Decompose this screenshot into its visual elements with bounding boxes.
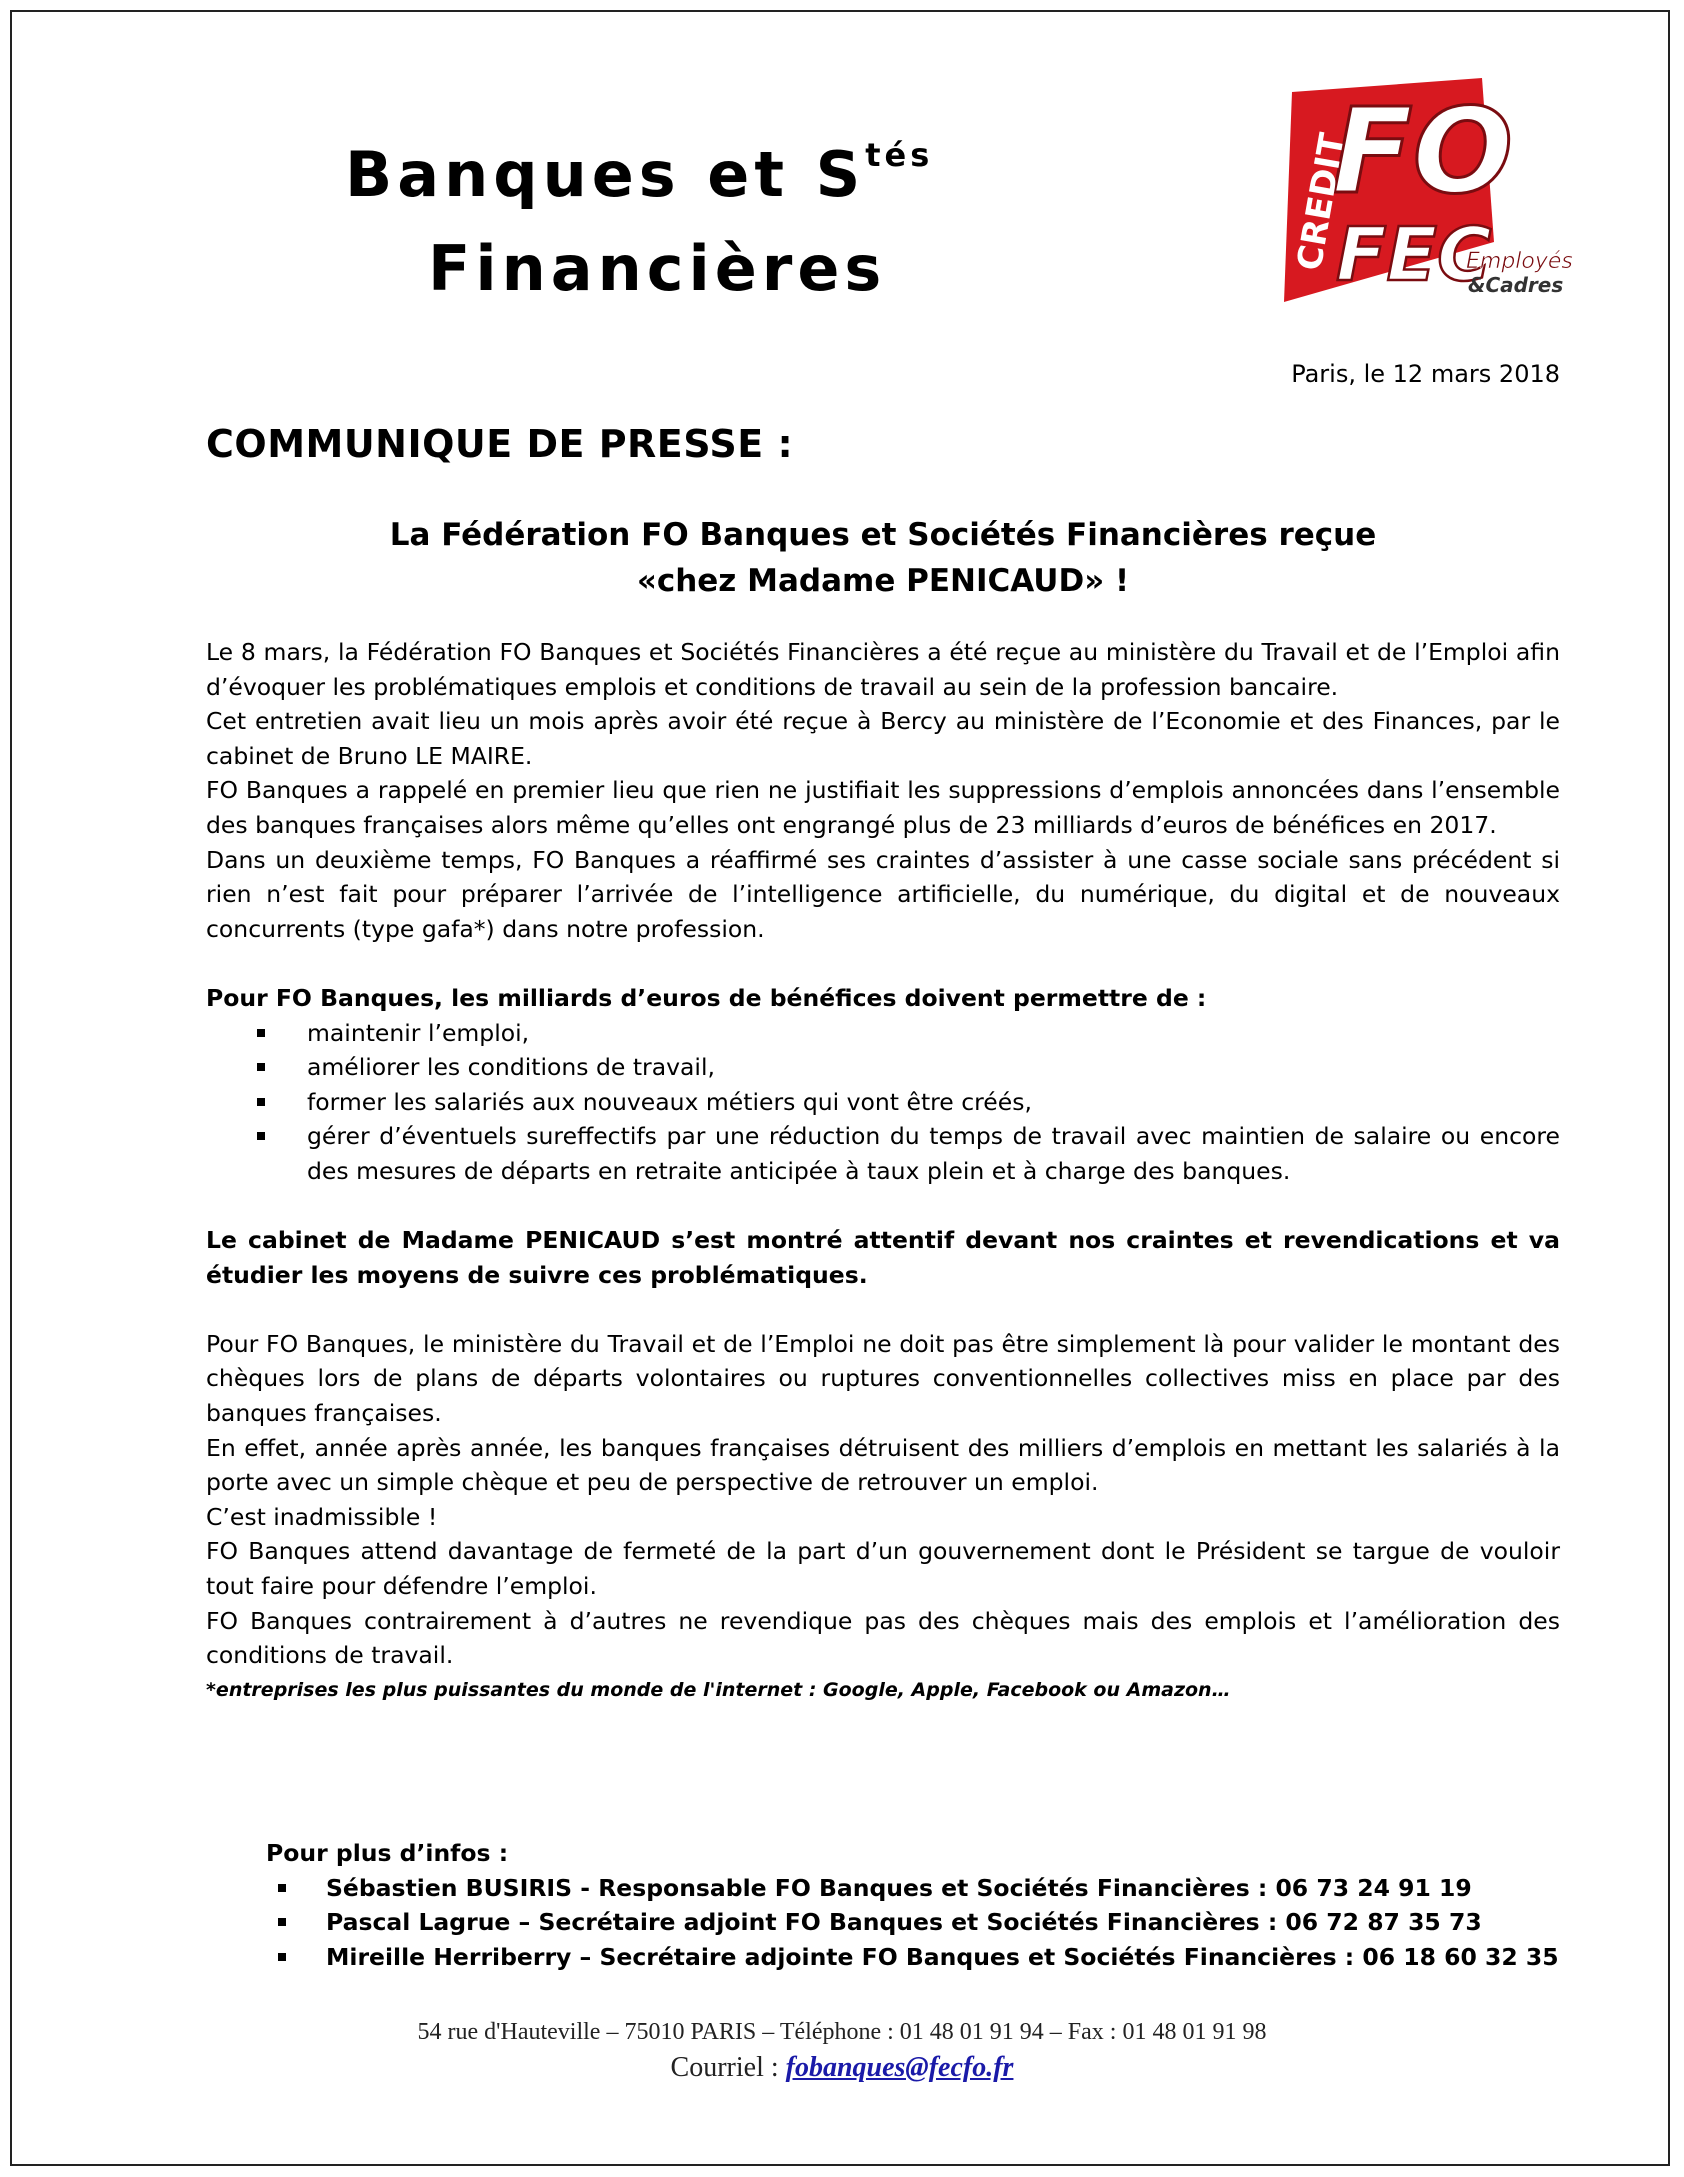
list-item: gérer d’éventuels sureffectifs par une réduction du temps de travail avec maintien de salaire ou encore des mesures de départs en retraite anticipée à taux plein et à charge des banques. bbox=[206, 1119, 1560, 1188]
list-item: améliorer les conditions de travail, bbox=[206, 1050, 1560, 1085]
title-superscript: tés bbox=[865, 136, 934, 174]
bullet-icon bbox=[257, 1029, 265, 1037]
headline-line2: «chez Madame PENICAUD» ! bbox=[636, 563, 1130, 599]
paragraph: En effet, année après année, les banques françaises détruisent des milliers d’emplois en mettant les salariés à la porte avec un simple chèque et peu de perspective de retrouver un emploi. bbox=[206, 1433, 1560, 1497]
logo-employes-text: Employés bbox=[1466, 249, 1573, 274]
fo-fec-logo bbox=[1262, 72, 1592, 312]
bullet-icon bbox=[278, 1884, 286, 1892]
press-release-body bbox=[206, 635, 1560, 1707]
paragraph: FO Banques attend davantage de fermeté de la part d’un gouvernement dont le Président se targue de vouloir tout faire pour défendre l’emploi. bbox=[206, 1537, 1560, 1601]
paragraph: Le 8 mars, la Fédération FO Banques et Sociétés Financières a été reçue au ministère du Travail et de l’Emploi afin d’évoquer les problématiques emplois et conditions de travail au sein de la profession bancaire. bbox=[206, 638, 1560, 701]
logo-fo-text: FO bbox=[1332, 82, 1513, 220]
demands-list bbox=[206, 1016, 1560, 1189]
contact-item: Pascal Lagrue – Secrétaire adjoint FO Banques et Sociétés Financières : 06 72 87 35 73 bbox=[266, 1905, 1586, 1940]
paragraph-bold: Le cabinet de Madame PENICAUD s’est montré attentif devant nos craintes et revendications et va étudier les moyens de suivre ces problématiques. bbox=[206, 1226, 1560, 1289]
communique-heading: COMMUNIQUE DE PRESSE : bbox=[206, 422, 794, 466]
bullet-icon bbox=[278, 1953, 286, 1961]
document-date: Paris, le 12 mars 2018 bbox=[1291, 360, 1560, 388]
bullet-icon bbox=[278, 1918, 286, 1926]
paragraph: Cet entretien avait lieu un mois après avoir été reçue à Bercy au ministère de l’Economie et des Finances, par le cabinet de Bruno LE MAIRE. bbox=[206, 707, 1560, 770]
list-intro: Pour FO Banques, les milliards d’euros de bénéfices doivent permettre de : bbox=[206, 983, 1207, 1012]
courriel-label: Courriel : bbox=[670, 2052, 779, 2083]
email-link[interactable]: fobanques@fecfo.fr bbox=[785, 2052, 1014, 2083]
footer bbox=[0, 2015, 1684, 2087]
paragraph: FO Banques contrairement à d’autres ne revendique pas des chèques mais des emplois et l’amélioration des conditions de travail. bbox=[206, 1606, 1560, 1670]
bullet-icon bbox=[257, 1132, 265, 1140]
paragraph: C’est inadmissible ! bbox=[206, 1502, 438, 1531]
footnote: *entreprises les plus puissantes du monde de l'internet : Google, Apple, Facebook ou Amazon… bbox=[206, 1678, 1231, 1701]
bullet-icon bbox=[257, 1098, 265, 1106]
contacts-title: Pour plus d’infos : bbox=[266, 1839, 509, 1867]
headline-line1: La Fédération FO Banques et Sociétés Financières reçue bbox=[389, 517, 1377, 553]
title-part1: Banques et S bbox=[345, 138, 866, 211]
title-line2: Financières bbox=[428, 232, 887, 305]
list-item: maintenir l’emploi, bbox=[206, 1016, 1560, 1051]
contacts-section bbox=[266, 1836, 1586, 1974]
contact-item: Sébastien BUSIRIS - Responsable FO Banques et Sociétés Financières : 06 73 24 91 19 bbox=[266, 1871, 1586, 1906]
document-title bbox=[345, 108, 1015, 316]
logo-cadres-text: &Cadres bbox=[1468, 273, 1564, 297]
bullet-icon bbox=[257, 1063, 265, 1071]
contacts-list bbox=[266, 1871, 1586, 1975]
logo-credit-text: CREDIT bbox=[1289, 130, 1353, 274]
logo-fec-text: FEC bbox=[1336, 212, 1492, 298]
paragraph: Pour FO Banques, le ministère du Travail et de l’Emploi ne doit pas être simplement là pour valider le montant des chèques lors de plans de départs volontaires ou ruptures conventionnelles collectives miss en place par des banques françaises. bbox=[206, 1329, 1560, 1428]
footer-address: 54 rue d'Hauteville – 75010 PARIS – Téléphone : 01 48 01 91 94 – Fax : 01 48 01 91 98 bbox=[417, 2019, 1267, 2045]
headline bbox=[206, 512, 1560, 604]
contact-item: Mireille Herriberry – Secrétaire adjointe FO Banques et Sociétés Financières : 06 18 60 32 35 bbox=[266, 1940, 1586, 1975]
footer-email-line bbox=[0, 2049, 1684, 2087]
paragraph: Dans un deuxième temps, FO Banques a réaffirmé ses craintes d’assister à une casse sociale sans précédent si rien n’est fait pour préparer l’arrivée de l’intelligence artificielle, du numérique, du digital et de nouveaux concurrents (type gafa*) dans notre profession. bbox=[206, 845, 1560, 943]
paragraph: FO Banques a rappelé en premier lieu que rien ne justifiait les suppressions d’emplois annoncées dans l’ensemble des banques françaises alors même qu’elles ont engrangé plus de 23 milliards d’euros de bénéfices en 2017. bbox=[206, 776, 1560, 839]
list-item: former les salariés aux nouveaux métiers qui vont être créés, bbox=[206, 1085, 1560, 1120]
